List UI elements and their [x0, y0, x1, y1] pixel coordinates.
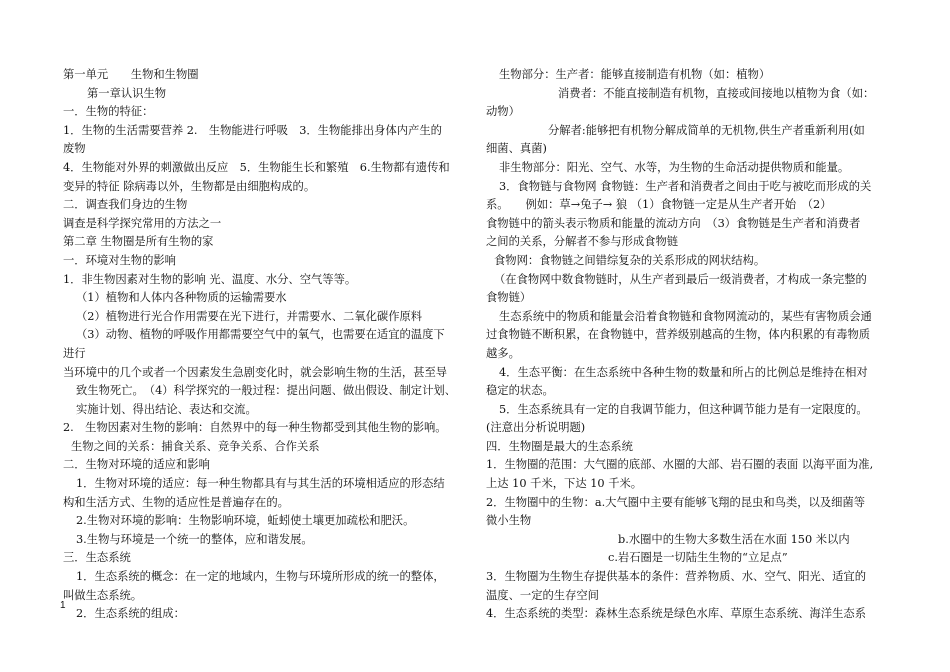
text-line: 之间的关系，分解者不参与形成食物链: [486, 235, 679, 249]
text-line: 实施计划、得出结论、表达和交流。: [76, 402, 257, 416]
section-heading: 二．生物对环境的适应和影响: [63, 458, 210, 472]
text-line: 非生物部分：阳光、空气、水等，为生物的生命活动提供物质和能量。: [499, 160, 850, 174]
text-line: 2．生态系统的组成：: [76, 607, 185, 621]
text-line: 微小生物: [486, 514, 532, 528]
text-line: 越多。: [486, 346, 520, 360]
text-line: 生态系统中的物质和能量会沿着食物链和食物网流动的，某些有害物质会通: [499, 309, 872, 323]
chapter-heading: 第一章认识生物: [87, 86, 167, 100]
unit-title: 第一单元 生物和生物圈: [63, 68, 199, 81]
text-line: 动物）: [486, 105, 520, 119]
text-line: 生物之间的关系：捕食关系、竞争关系、合作关系: [71, 439, 320, 453]
text-line: 构和生活方式、生物的适应性是普遍存在的。: [63, 495, 289, 509]
text-line: (注意出分析说明题): [486, 421, 586, 435]
text-line: 2．生物圈中的生物：a.大气圈中主要有能够飞翔的昆虫和鸟类，以及细菌等: [486, 495, 866, 509]
text-line: 上达 10 千米，下达 10 千米。: [486, 477, 643, 491]
text-line: 食物链中的箭头表示物质和能量的流动方向 （3）食物链是生产者和消费者: [486, 216, 861, 230]
text-line: 2.生物对环境的影响：生物影响环境，蚯蚓使土壤更加疏松和肥沃。: [76, 514, 415, 528]
text-line: （在食物网中数食物链时，从生产者到最后一级消费者，才构成一条完整的: [494, 272, 867, 286]
text-line: 致生物死亡。 （4）科学探究的一般过程：提出问题、做出假设、制定计划、: [76, 384, 456, 398]
text-line: 消费者：不能直接制造有机物，直接或间接地以植物为食（如：: [558, 86, 875, 100]
text-line: 生物部分：生产者：能够直接制造有机物（如：植物）: [499, 68, 771, 81]
text-line: 过食物链不断积累，在食物链中，营养级别越高的生物，体内积累的有毒物质: [486, 328, 871, 342]
chapter-heading: 第二章 生物圈是所有生物的家: [63, 235, 214, 249]
text-line: 1．生物的生活需要营养 2. 生物能进行呼吸 3．生物能排出身体内产生的: [63, 123, 442, 137]
left-column: [63, 66, 465, 624]
text-line: 1．非生物因素对生物的影响 光、温度、水分、空气等等。: [63, 272, 357, 286]
text-line: 5．生态系统具有一定的自我调节能力，但这种调节能力是有一定限度的。: [499, 402, 868, 416]
text-line: b.水圈中的生物大多数生活在水面 150 米以内: [618, 532, 850, 546]
section-heading: 三．生态系统: [63, 551, 131, 565]
text-line: 3.生物与环境是一个统一的整体，应和谐发展。: [76, 532, 313, 546]
text-line: 食物链）: [486, 291, 532, 305]
text-line: 废物: [63, 142, 86, 156]
text-line: 4．生态系统的类型：森林生态系统是绿色水库、草原生态系统、海洋生态系: [486, 607, 866, 621]
text-line: 4．生物能对外界的刺激做出反应 5．生物能生长和繁殖 6.生物都有遗传和: [63, 160, 450, 174]
text-line: 3．生物圈为生物生存提供基本的条件：营养物质、水、空气、阳光、适宜的: [486, 570, 866, 584]
text-line: 1．生态系统的概念：在一定的地域内，生物与环境所形成的统一的整体，: [76, 570, 445, 584]
text-line: 3．食物链与食物网 食物链：生产者和消费者之间由于吃与被吃而形成的关: [499, 179, 872, 193]
text-line: （3）动物、植物的呼吸作用都需要空气中的氧气，也需要在适宜的温度下: [76, 328, 445, 342]
text-line: 分解者:能够把有机物分解成简单的无机物,供生产者重新利用(如: [548, 123, 865, 137]
text-line: 2. 生物因素对生物的影响：自然界中的每一种生物都受到其他生物的影响。: [63, 421, 447, 435]
text-line: 稳定的状态。: [486, 384, 554, 398]
right-column: [486, 66, 888, 624]
section-heading: 一．生物的特征：: [63, 105, 154, 119]
text-line: （1）植物和人体内各种物质的运输需要水: [76, 291, 287, 305]
text-line: 调查是科学探究常用的方法之一: [63, 216, 222, 230]
text-line: 食物网：食物链之间错综复杂的关系形成的网状结构。: [494, 253, 766, 267]
text-line: c.岩石圈是一切陆生生物的“立足点”: [608, 551, 788, 565]
text-line: 系。 例如：草→兔子→ 狼 （1）食物链一定是从生产者开始 （2）: [486, 198, 832, 212]
section-heading: 四．生物圈是最大的生态系统: [486, 439, 633, 453]
text-line: 细菌、真菌): [486, 142, 547, 156]
text-line: 1．生物圈的范围：大气圈的底部、水圈的大部、岩石圈的表面 以海平面为准,: [486, 458, 874, 472]
section-heading: 二．调查我们身边的生物: [63, 198, 188, 212]
section-heading: 一．环境对生物的影响: [63, 253, 176, 267]
text-line: 变异的特征 除病毒以外，生物都是由细胞构成的。: [63, 179, 316, 193]
text-line: 4．生态平衡：在生态系统中各种生物的数量和所占的比例总是维持在相对: [499, 365, 868, 379]
text-line: 叫做生态系统。: [63, 588, 143, 602]
text-line: 进行: [63, 346, 86, 360]
text-line: （2）植物进行光合作用需要在光下进行，并需要水、二氧化碳作原料: [76, 309, 423, 323]
page-number: 1: [60, 600, 66, 611]
text-line: 1．生物对环境的适应：每一种生物都具有与其生活的环境相适应的形态结: [76, 477, 445, 491]
text-line: 温度、一定的生存空间: [486, 588, 599, 602]
text-line: 当环境中的几个或者一个因素发生急剧变化时，就会影响生物的生活，甚至导: [63, 365, 448, 379]
